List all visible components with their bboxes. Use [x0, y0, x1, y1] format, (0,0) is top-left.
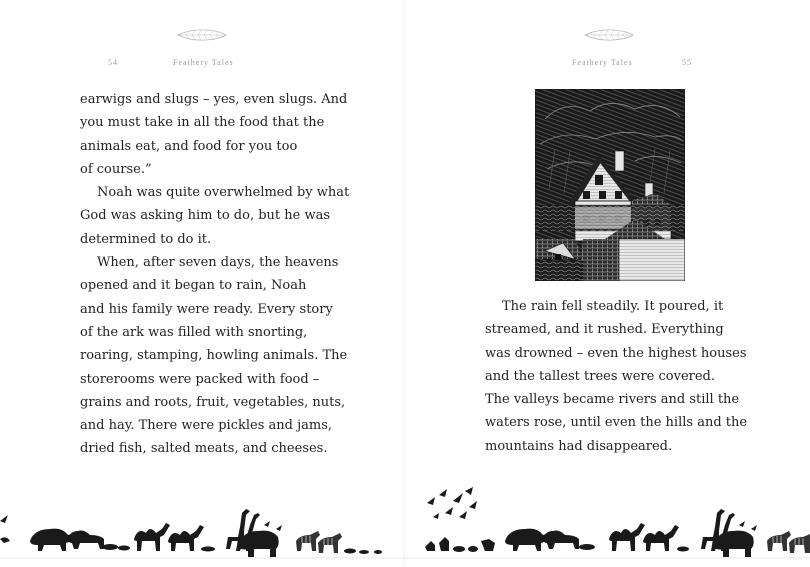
feather-icon: [176, 28, 228, 42]
text-line: and the tallest trees were covered.: [485, 368, 716, 384]
text-line: The rain fell steadily. It poured, it: [502, 299, 724, 314]
right-page: [405, 0, 810, 567]
left-body-text: [80, 88, 349, 461]
text-line: animals eat, and food for you too: [80, 138, 298, 154]
text-line: determined to do it.: [80, 231, 212, 247]
text-line: was drowned – even the highest houses: [485, 345, 747, 361]
text-line: dried fish, salted meats, and cheeses.: [80, 441, 328, 457]
running-head: Feathery Tales: [173, 58, 234, 67]
text-line: waters rose, until even the hills and the: [485, 415, 748, 431]
text-line: storerooms were packed with food –: [80, 371, 320, 387]
running-head: Feathery Tales: [572, 58, 633, 67]
text-line: mountains had disappeared.: [485, 438, 673, 454]
text-line: grains and roots, fruit, vegetables, nuts,: [80, 394, 346, 410]
text-line: opened and it began to rain, Noah: [80, 278, 307, 294]
text-line: and hay. There were pickles and jams,: [80, 418, 333, 434]
text-line: Noah was quite overwhelmed by what: [97, 185, 350, 201]
text-line: God was asking him to do, but he was: [80, 208, 331, 224]
animal-procession-border: [405, 483, 810, 561]
feather-icon: [583, 28, 635, 42]
right-body-text: [485, 295, 747, 458]
page-number: 54: [108, 58, 118, 67]
flooded-house-engraving: [535, 89, 685, 281]
text-line: streamed, and it rushed. Everything: [485, 322, 724, 338]
text-line: and his family were ready. Every story: [80, 301, 333, 317]
page-number: 55: [682, 58, 692, 67]
animal-procession-border: [0, 501, 405, 561]
text-line: roaring, stamping, howling animals. The: [80, 348, 348, 364]
text-line: The valleys became rivers and still the: [485, 392, 740, 408]
text-line: you must take in all the food that the: [80, 115, 325, 131]
text-line: of course.”: [80, 161, 152, 177]
text-line: of the ark was filled with snorting,: [80, 324, 308, 340]
text-line: When, after seven days, the heavens: [97, 255, 339, 271]
text-line: earwigs and slugs – yes, even slugs. And: [80, 92, 348, 107]
